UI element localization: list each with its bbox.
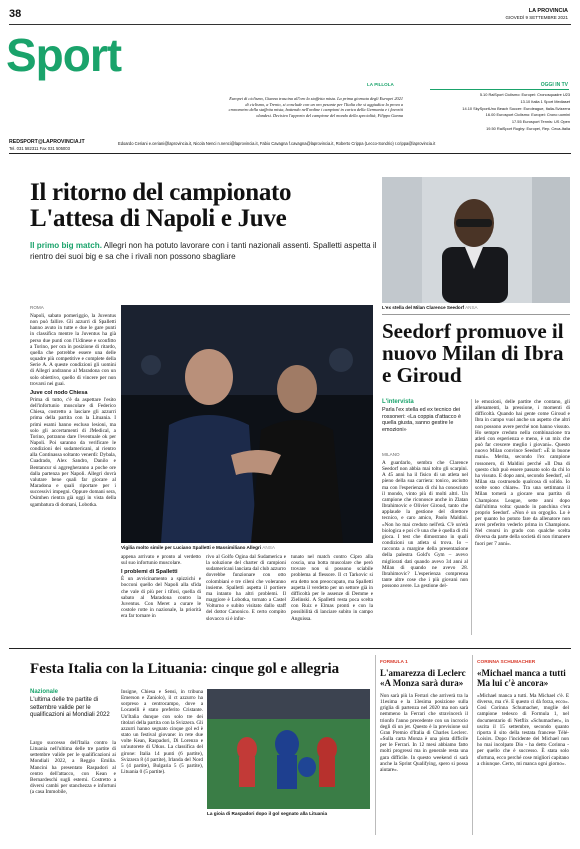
subhead-spalletti: I problemi di Spalletti <box>121 569 178 576</box>
raspadori-photo <box>207 689 370 809</box>
seedorf-photo <box>382 177 570 303</box>
f1-text: Non sarà più la Ferrari che arriverà tra la 11esima e la 13esima posizione sulla griglia di partenza nel 2020 ma non sarà nemmeno la Ferrari che stravincerà il trionfo l'anno precedente con un incrocio degli di un jet. Questo è la previsione sul Gran Premio d'Italia di Charles Leclerc. «Sulla carta Monza è una pista difficile per le Ferrari. In 12 mesi abbiamo fatto molti progressi ma in generale resta una gara difficile. In questo weekend ci sarà anche la Sprint Qualifying, spero si possa aiutare». <box>380 693 468 773</box>
main-subtitle-text: Allegri non ha potuto lavorare con i tanti nazionali assenti. Spalletti aspetta il rientro dei suoi big e sa che i rivali non possono sbagliare <box>30 241 377 261</box>
cs-text: «Michael manca a tutti. Ma Michael c'è. È diverso, ma c'è. E questo ci dà forza, ecco». Così Corinna Schumacher, moglie del campione tedesco di Formula 1, nel documentario di Netflix «Schumacher», in uscita il 15 settembre, secondo quanto riporta il sito della testata francese Télé-Loisirs. Dopo l'incidente del Michael non ho mai incolpato Dio - ha detto Corinna - per quello che è successo. È stata solo sfortuna, ecco perché cose migliori capitano a chiunque. Certo, mi manca ogni giorno». <box>477 693 569 767</box>
main-headline <box>30 180 380 232</box>
seedorf-dateline: MILANO <box>382 452 400 457</box>
tv-title: OGGI IN TV <box>540 82 568 88</box>
subhead-chiesa: Juve col nodo Chiesa <box>30 389 88 396</box>
contacts-phone: Tel. 031 582311 Fax 031 505003 <box>9 146 70 151</box>
main-col-3: rivo al Golfo Ogina dal Sudamerica e la soluzione del charter di campioni sudamericani lanciata dal club azzurro dovrebbe funzionare con otto colombiani e tre cileni che voleranno insieme. Spalletti aspetta il portiere ma intanto ha altri problemi. Il maggiore è Lobotka, tornato a Castel Volturno e subito visitato dallo staff del dottor Canonico. E certo compito slovacco si è infor- <box>206 554 286 622</box>
main-col-1-p2: Prima di tutto, c'è da aspettare l'esito dell'infortunio muscolare di Federico Chiesa, costretto a lasciare gli azzurri prima della partita con la Lituania. I primi esami hanno escluso lesioni, ma solo gli accertamenti di JMedical, a Torino, potranno dare l'eventuale ok per Napoli. Poi saranno da verificare le condizioni dei sudamericani, al rientro alla Continassa soltanto venerdì: Dybala, Cuadrado, Alex Sandro, Danilo e Bentancur si aggregheranno a poche ore dalla partenza per Napoli. Allegri dovrà valutare bene quali far giocare al Maradona e quali riportare per i successivi impegni. Oppure domani sera, Osimhen rientra già oggi in vista della sgambatura di domani, Lobotka. <box>30 396 116 508</box>
main-col-1 <box>30 313 116 635</box>
main-col-2 <box>121 554 201 635</box>
main-dateline: ROMA <box>30 305 44 310</box>
main-col-2-p2: È un avvicinamento a spizzichi e bocconi quello del Napoli alla sfida che vale di più per i tifosi, quella di sabato al Maradona contro la Juventus. Con Meret a curare le costole rotte in nazionale, la priorità era far tornare in <box>121 576 201 620</box>
tv-item: 14.10 SkySportUno Beach Soccer: Euroleague, Italia-Svizzera <box>462 105 570 111</box>
headline-line-2: L'attesa di Napoli e Juve <box>30 205 287 232</box>
contacts-email[interactable]: REDSPORT@LAPROVINCIA.IT <box>9 139 85 145</box>
tv-item: 5.10 RaiSport Ciclismo: Europei: Cronosquadre U23 <box>479 92 570 97</box>
newspaper-name: LA PROVINCIA <box>528 8 568 14</box>
staff-line: Edoardo Ceriani e.ceriani@laprovincia.it, Nicola Nenci n.nenci@laprovincia.it, Fabio Cavagna f.cavagna@laprovincia.it, Roberto Crippa (Lecco-Sondrio) r.crippa@laprovincia.it <box>118 141 436 146</box>
promo-label: LA PILLOLA <box>367 82 394 87</box>
italy-col-2: Insigne, Chiesa e Sensi, in tribuna Emerson e Zaniolo), il ct azzurro ha sorpreso a centrocampo, dove a Locatelli è stato preferito Cristante. Un'Italia dunque con solo tre dei titolari della partita con la Svizzera. Gli azzurri hanno segnato cinque gol ed è stato un festival giovane: in rete due volte Kean, Raspadori, Di Lorenzo e un'autorete di Utkus. La classifica del girone: Italia 14 punti (6 partite), Svizzera 8 (4 partite), Irlanda del Nord 5 (4 partite), Bulgaria 5 (5 partite), Lituania 0 (5 partite). <box>121 689 203 776</box>
cs-headline: «Michael manca a tutti Ma lui c'è ancora» <box>477 668 566 688</box>
main-col-4: tunato nel match contro Cipro alla coscia, una botta muscolare che però trovare non si possono sciabile problema al flessore. Il ct Tarkovic si era detto non preoccupato, ma Spalletti aspetta il verdetto per un settore già in difficoltà per le assenze di Demme e Zielinski. A Spalletti resta poca scelta con Ruiz e Elmas pronti e con la possibilità di lanciare subito in campo Anguissa. <box>291 554 373 622</box>
interview-label: L'intervista <box>382 399 414 405</box>
seedorf-headline: Seedorf promuove il nuovo Milan di Ibra e Giroud <box>382 319 564 387</box>
italy-col-1: Largo successo dell'Italia contro la Lituania nell'ultima delle tre partite di settembre valide per le qualificazioni ai Mondiali 2022, a Reggio Emilia. Mancini ha presentato Raspadori al centro dell'attacco, con Kean e Bernardeschi sugli esterni. Costretto a diversi cambi per stanchezza e infortuni (a casa Immobile, <box>30 740 116 796</box>
italy-summary: L'ultima delle tre partite di settembre valide per le qualificazioni ai Mondiali 2022 <box>30 697 110 718</box>
seedorf-col-2: le emozioni, delle partite che contano, gli allenamenti, la pressione, i momenti di difficoltà. Quando hai gente come Giroud e Ibra in campo vuol anche un aspetto che altri non possono avere perché non hanno vissuto. Ho sempre creduto nella combinazione tra atleti con esperienza e meno, è un mix che può far crescere meglio i giovani». Questo nuovo Milan convince Seedorf: «È in buone mani». Merita, secondo l'ex campione rossonero, di Maldini perché «Il Dna di questo club può essere passato solo da chi lo ha vissuto. E dopo anni, secondo Seedorf, «il Milan sta costruendo qualcosa di solido. Io scelte sono chiare». Tra una settimana il Milan tornerà a giocare una partita di Champions League, sette anni dopo dall'ultima volta: quando in panchina c'era proprio Seedorf. «Non è un orgoglio. Lo è per quanto ho potuto fare da allenatore non avrei preferito vederlo prima in Champions. Nel crearsi in grado con qualche scelta diversa da parte della società di non rimanere fuori per 7 anni». <box>475 399 570 547</box>
cs-label: CORINNA SCHUMACHER <box>477 660 536 665</box>
page-number: 38 <box>9 8 22 20</box>
seedorf-col-1: A guardarlo, sembra che Clarence Seedorf non abbia mai tolto gli scarpini. A 45 anni ha il fisico di un atleta nel pieno della sua carriera: tonico, asciutto ma con l'esperienza di chi ha conosciuto il mondo, vinto più di molti altri. Un campione che riconosce anche in Zlatan Ibrahimovic e Olivier Giroud, tanto che applaude la gestione del direttore tecnico, e caro amico, Paolo Maldini. «Non ho mai creduto nell'età. C'è un'età biologica e poi c'è una che è quella di chi gioca. I test che dimostrano in quali condizioni un atleta si trova. Io – racconta a margine della presentazione della palestra Gold's Gym – avevo migliorati dati quando avevo 34 anni al Milan di quando ne avevo 28. Ibrahimovic? L'esperienza comprensa tante altre cose che i più giovani non possono avere. La gestione del- <box>382 460 468 590</box>
coaches-caption: Vigilia molto simile per Luciano Spalletti e Massimiliano Allegri ANSA <box>121 545 275 550</box>
issue-date: GIOVEDÌ 9 SETTEMBRE 2021 <box>505 15 568 20</box>
tv-item: 16.00 Eurosport Ciclismo: Europei: Crono uomini <box>485 112 570 118</box>
headline-line-1: Il ritorno del campionato <box>30 179 292 206</box>
raspadori-caption: La gioia di Raspadori dopo il gol segnato alla Lituania <box>207 811 328 816</box>
section-title: Sport <box>6 29 122 81</box>
main-col-2-p1: appena arrivato e pronto al verdetto sul suo infortunio muscolare. <box>121 554 201 567</box>
main-col-1-p1: Napoli, sabato pomeriggio, la Juventus non può fallire. Gli azzurri di Spalletti hanno avuto in tutte e due le gare punti in classifica mentre la Juventus ha già perso due punti con l'Udinese e sconfitto a Torino, per ora in posizione di ritardo, quella che potrebbe essere una delle squadre più competitive e complete della Serie A. A queste condizioni gli uomini di Allegri andranno al Maradona con un solo obiettivo, quello di vincere per non trovarsi nei guai. <box>30 313 116 387</box>
main-kicker: Il primo big match. <box>30 241 102 250</box>
tv-item: 19.50 RaiSport Rugby: Europei, Rep. Ceca-Italia <box>486 125 570 131</box>
f1-headline: L'amarezza di Leclerc «A Monza sarà dura» <box>380 668 466 688</box>
italy-label: Nazionale <box>30 689 59 695</box>
tv-item: 13.10 Italia 1 Sport Mediaset <box>520 98 570 104</box>
tv-item: 17.55 Eurosport Tennis: US Open <box>511 119 570 125</box>
interview-sub: Parla l'ex stella ed ex tecnico dei rossoneri: «La coppia d'attacco è quella giusta, sanno gestire le emozioni» <box>382 407 461 433</box>
promo-text: Europei di ciclismo, Gianna trascina all'oro la staffetta mista. La prima giornata degli Europei 2021 di ciclismo, a Trento, si conclude con un oro pesante per l'Italia che si aggiudica la prova a cronometro della staffetta mista, battendo nell'ordine i campioni in carica della Germania e i favoriti olandesi. Decisivo l'apporto del campione del mondo della specialità, Filippo Ganna <box>228 96 403 118</box>
seedorf-caption: L'ex stella del Milan Clarence Seedorf ANSA <box>382 305 478 310</box>
italy-headline: Festa Italia con la Lituania: cinque gol e allegria <box>30 661 340 677</box>
f1-label: FORMULA 1 <box>380 660 408 665</box>
tv-listings <box>410 92 570 133</box>
coaches-photo <box>121 305 373 543</box>
main-subtitle <box>30 240 385 262</box>
